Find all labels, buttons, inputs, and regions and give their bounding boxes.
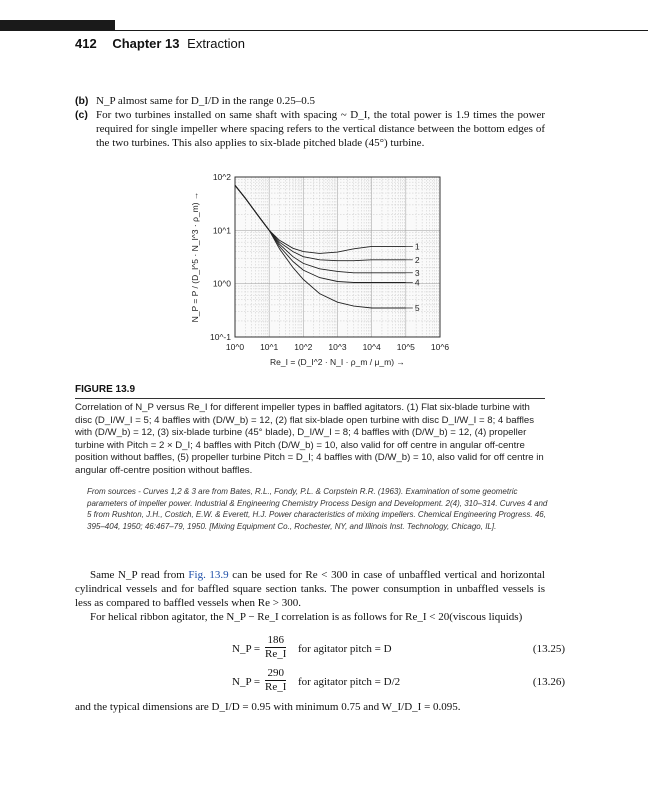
series-label-1: 1 (414, 241, 420, 252)
paragraph-text: Same N_P read from (90, 569, 189, 581)
paragraph (75, 568, 545, 610)
fraction-denominator: Re_I (265, 648, 287, 660)
x-tick-label: 10^5 (396, 342, 415, 352)
equation-number: (13.25) (532, 643, 565, 655)
list-item-text: N_P almost same for D_I/D in the range 0.25–0.5 (96, 95, 315, 107)
header-rule (115, 30, 648, 31)
series-label-4: 4 (414, 277, 420, 288)
x-tick-label: 10^4 (362, 342, 381, 352)
equation-fraction (265, 667, 286, 694)
header-bar (0, 20, 115, 31)
figure-label: FIGURE 13.9 (75, 384, 136, 395)
x-tick-label: 10^0 (225, 342, 245, 352)
power-number-chart (170, 165, 510, 375)
figure-caption: Correlation of N_P versus Re_I for different impeller types in baffled agitators. (1) Flat six-blade turbine with disc (D_I/W_I = 5; 4 baffles with (D/W_b) = 12, (2) flat six-blade open turbine with disc D_I/W_I = 8; 4 baffles with (D/W_b) = 12, (3) six-blade turbine (45° blade), D_I/W_I = 8; 4 baffles with (D/W_b) = 12, (4) propeller turbine with Pitch = 2 × D_I; 4 baffles with Pitch (D/W_b) = 10, also valid for off centre in angular off-centre position without baffles, (5) propeller turbine Pitch = D_I; 4 baffles with (D/W_b) = 10, also valid for off centre in angular off-centre position without baffles. (75, 402, 544, 476)
page-number: 412 (75, 36, 97, 51)
equation-condition: for agitator pitch = D/2 (298, 676, 401, 688)
list-items (75, 94, 545, 150)
y-tick-label: 10^1 (212, 225, 231, 236)
series-label-2: 2 (414, 254, 420, 265)
figure-source: From sources - Curves 1,2 & 3 are from Bates, R.L., Fondy, P.L. & Corpstein R.R. (1963). Examination of some geometric parameters of impeller power. Industrial & Engineering Chemistry Process Design and Development. 2(4), 310–314. Curves 4 and 5 from Rushton, J.H., Costich, E.W. & Everett, H.J. Power characteristics of mixing impellers. Chemical Engineering Progress. 46, 395–404, 1950; 46:467–79, 1950. [Mixing Equipment Co., Rochester, NY, and Illinois Inst. Technology, Chicago, IL]. (87, 487, 548, 531)
y-tick-label: 10^2 (212, 172, 231, 182)
figure-link[interactable]: Fig. 13.9 (188, 569, 229, 581)
x-tick-label: 10^2 (294, 342, 313, 352)
chapter-label: Chapter 13 (112, 36, 180, 51)
series-label-3: 3 (414, 267, 420, 278)
running-head (75, 36, 245, 51)
paragraph: For helical ribbon agitator, the N_P − Re_I correlation is as follows for Re_I < 20(viscous liquids) (90, 611, 523, 623)
equation-number: (13.26) (532, 676, 565, 688)
list-item (75, 108, 545, 150)
fraction-numerator: 290 (265, 667, 286, 681)
y-tick-label: 10^0 (212, 278, 231, 289)
list-item (75, 94, 545, 108)
x-tick-label: 10^1 (260, 342, 279, 352)
equation-fraction (265, 634, 286, 661)
chapter-title: Extraction (187, 36, 245, 51)
list-item-label: (c) (75, 109, 88, 121)
figure-rule (75, 398, 545, 399)
list-item-label: (b) (75, 95, 89, 107)
x-tick-label: 10^3 (328, 342, 347, 352)
equation-lhs: N_P = (232, 676, 261, 688)
fraction-numerator: 186 (265, 634, 286, 648)
dimensions-text: and the typical dimensions are D_I/D = 0.95 with minimum 0.75 and W_I/D_I = 0.095. (75, 701, 461, 713)
x-tick-label: 10^6 (430, 342, 450, 352)
x-axis-label: Re_I = (D_I^2 · N_I · ρ_m / μ_m) → (270, 357, 405, 367)
y-axis-label: N_P = P / (D_I^5 · N_I^3 · ρ_m) → (190, 191, 200, 323)
fraction-denominator: Re_I (265, 681, 287, 693)
list-item-text: For two turbines installed on same shaft with spacing ~ D_I, the total power is 1.9 times the power required for single impeller where spacing refers to the vertical distance between the bottom edges of the two turbines. This also applies to six-blade pitched blade (45°) turbine. (96, 109, 545, 149)
series-label-5: 5 (414, 302, 420, 313)
body-text (75, 568, 545, 624)
equation-lhs: N_P = (232, 643, 261, 655)
paragraph-text: can be used for Re < 300 in case of unbaffled vertical and horizontal cylindrical vessels and for baffled square section tanks. The power consumption in unbaffled vessels is less as compared to baffled vessels when Re > 300. (75, 569, 545, 609)
equation-condition: for agitator pitch = D (298, 643, 392, 655)
y-tick-label: 10^-1 (209, 332, 231, 342)
